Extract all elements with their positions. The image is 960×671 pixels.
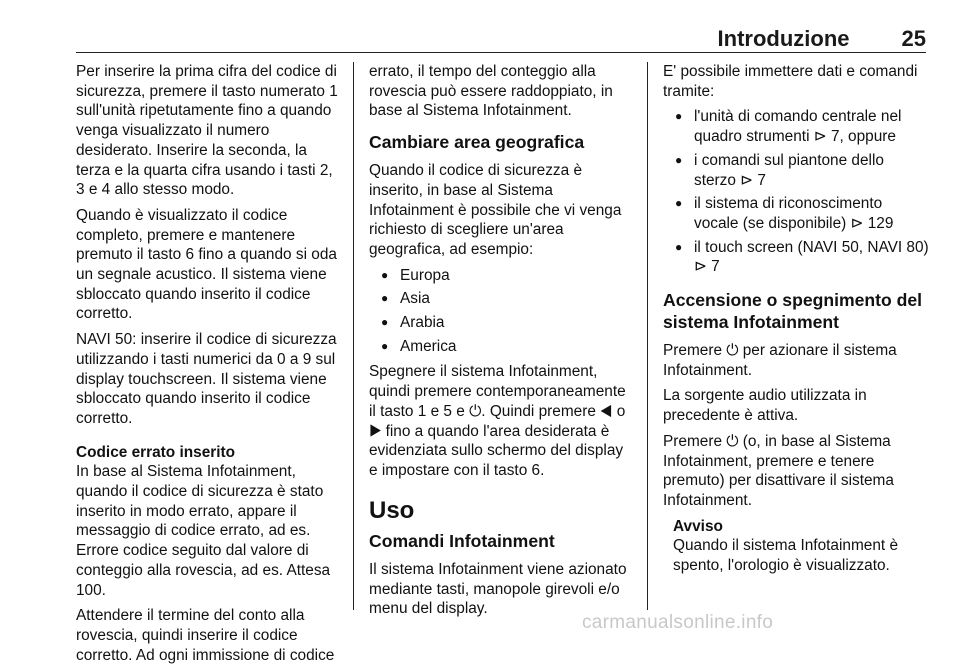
list-item: ● il touch screen (NAVI 50, NAVI 80) ⊳ 7 bbox=[663, 238, 929, 277]
column-divider bbox=[647, 62, 648, 610]
paragraph: E' possibile immettere dati e comandi tramite: bbox=[663, 63, 918, 100]
paragraph: Premere ⏻ per azionare il sistema Infotainment. bbox=[663, 342, 897, 379]
heading-uso: Uso bbox=[369, 496, 415, 524]
list-item: ● Asia bbox=[369, 289, 635, 309]
paragraph: errato, il tempo del conteggio alla rovescia può essere raddoppiato, in base al Sistema Infotainment. bbox=[369, 63, 613, 120]
page-header bbox=[718, 26, 926, 52]
list-item: ● il sistema di riconoscimento vocale (se disponibile) ⊳ 129 bbox=[663, 194, 929, 233]
paragraph: Spegnere il sistema Infotainment, quindi premere contemporaneamente il tasto 1 e 5 e ⏻. Quindi premere ◀ o ▶ fino a quando l'area desiderata è evidenziata sullo schermo del display e impostare con il tasto 6. bbox=[369, 363, 626, 479]
header-rule bbox=[76, 52, 926, 53]
note-title: Avviso bbox=[673, 517, 723, 535]
paragraph: In base al Sistema Infotainment, quando il codice di sicurezza è stato inserito in modo errato, appare il messaggio di codice errato, ad es. Errore codice seguito dal valore di conteggio alla rovescia, ad es. Attesa 100. bbox=[76, 463, 331, 599]
region-list bbox=[369, 266, 635, 357]
note-text: Quando il sistema Infotainment è spento, l'orologio è visualizzato. bbox=[673, 537, 898, 575]
watermark: carmanualsonline.info bbox=[582, 612, 774, 633]
list-item: ● America bbox=[369, 337, 635, 357]
paragraph: Il sistema Infotainment viene azionato mediante tasti, manopole girevoli e/o menu del display. bbox=[369, 561, 627, 618]
paragraph: Premere ⏻ (o, in base al Sistema Infotainment, premere e tenere premuto) per disattivare il sistema Infotainment. bbox=[663, 432, 894, 509]
page-number: 25 bbox=[901, 26, 926, 51]
list-item: ● Europa bbox=[369, 266, 635, 286]
column-3 bbox=[663, 62, 929, 576]
paragraph: La sorgente audio utilizzata in precedente è attiva. bbox=[663, 387, 867, 425]
paragraph: NAVI 50: inserire il codice di sicurezza utilizzando i tasti numerici da 0 a 9 sul display touchscreen. Il sistema viene sbloccato quando inserito il codice corretto. bbox=[76, 331, 337, 427]
heading-infotainment-controls: Comandi Infotainment bbox=[369, 531, 555, 552]
heading-change-area: Cambiare area geografica bbox=[369, 132, 585, 153]
subheading-wrong-code: Codice errato inserito bbox=[76, 443, 236, 461]
note-box bbox=[663, 517, 929, 576]
list-item: ● Arabia bbox=[369, 313, 635, 333]
column-2 bbox=[369, 62, 635, 625]
list-item: ● l'unità di comando centrale nel quadro strumenti ⊳ 7, oppure bbox=[663, 107, 929, 146]
paragraph: Attendere il termine del conto alla rovescia, quindi inserire il codice corretto. Ad ogni immissione di codice bbox=[76, 607, 335, 664]
column-1 bbox=[76, 62, 342, 671]
list-item: ● i comandi sul piantone dello sterzo ⊳ 7 bbox=[663, 151, 929, 190]
column-divider bbox=[353, 62, 354, 610]
paragraph: Per inserire la prima cifra del codice di sicurezza, premere il tasto numerato 1 sull'unità ripetutamente fino a quando venga visualizzato il numero desiderato. Inserire la seconda, la terza e la quarta cifra usando i tasti 2, 3 e 4 allo stesso modo. bbox=[76, 63, 338, 199]
section-title: Introduzione bbox=[717, 26, 850, 51]
input-methods-list bbox=[663, 107, 929, 277]
paragraph: Quando il codice di sicurezza è inserito, in base al Sistema Infotainment è possibile che vi venga richiesto di scegliere un'area geografica, ad esempio: bbox=[369, 162, 622, 258]
paragraph: Quando è visualizzato il codice completo, premere e mantenere premuto il tasto 6 fino a quando si oda un segnale acustico. Il sistema viene sbloccato quando inserito il codice corretto. bbox=[76, 206, 337, 323]
heading-on-off: Accensione o spegnimento del sistema Infotainment bbox=[663, 290, 923, 333]
